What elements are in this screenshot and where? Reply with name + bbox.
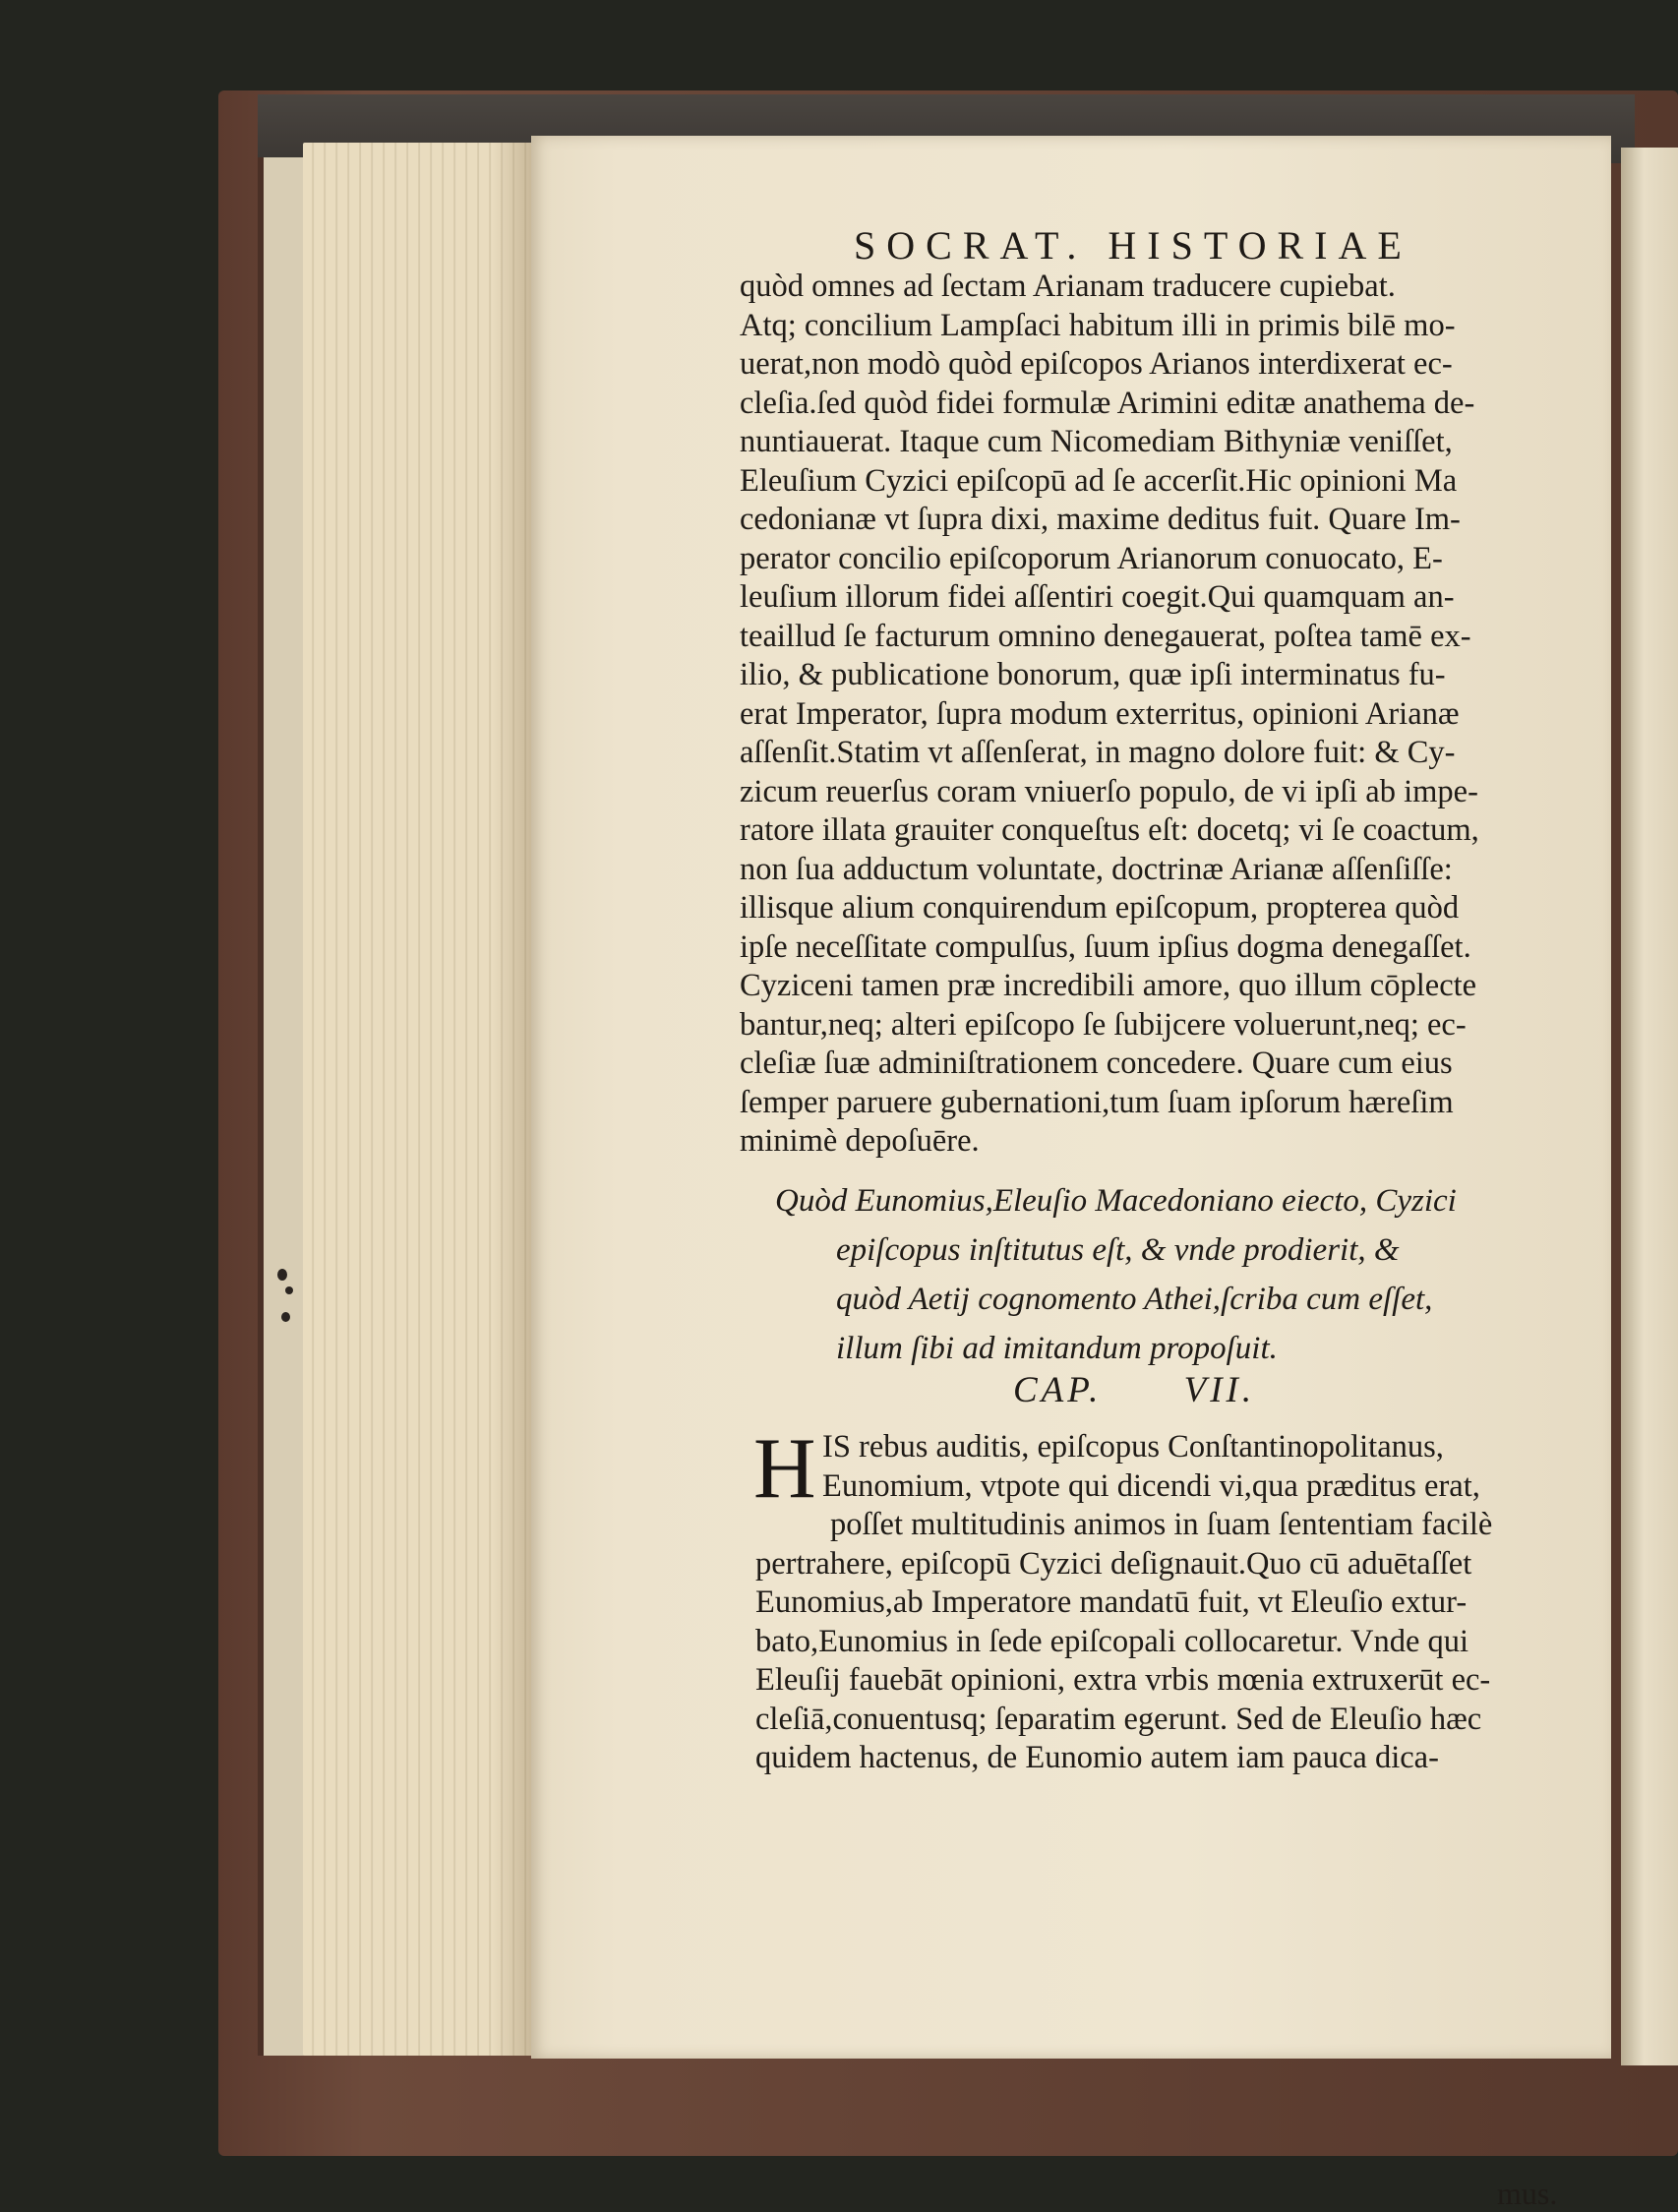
text-line: cleſiā,conuentusq; ſeparatim egerunt. Sed de Eleuſio hæc [755,1701,1482,1737]
drop-cap: H [753,1421,816,1517]
text-line: Eleuſij fauebāt opinioni, extra vrbis mœnia extruxerūt ec- [755,1662,1491,1698]
text-line: illisque alium conquirendum epiſcopum, propterea quòd [740,890,1460,926]
text-line: ratore illata grauiter conqueſtus eſt: docetq; vi ſe coactum, [740,812,1479,848]
chapter-summary-line: illum ſibi ad imitandum propoſuit. [836,1331,1278,1366]
text-line: non ſua adductum voluntate, doctrinæ Arianæ aſſenſiſſe: [740,851,1453,887]
chapter-summary-line: epiſcopus inſtitutus eſt, & vnde prodierit, & [836,1232,1400,1268]
text-line: minimè depoſuēre. [740,1123,980,1159]
text-line: cleſiæ ſuæ adminiſtrationem concedere. Quare cum eius [740,1046,1453,1081]
text-line: Atq; concilium Lampſaci habitum illi in primis bilē mo- [740,307,1456,343]
edge-stain [277,1269,287,1281]
text-line: leuſium illorum fidei aſſentiri coegit.Qui quamquam an- [740,579,1455,615]
chapter-paragraph [753,1421,1564,1778]
text-line: bantur,neq; alteri epiſcopo ſe ſubijcere voluerunt,neq; ec- [740,1006,1467,1043]
text-line: erat Imperator, ſupra modum exterritus, opinioni Arianæ [740,695,1460,732]
text-line: teaillud ſe facturum omnino denegauerat, poſtea tamē ex- [740,618,1471,654]
running-header: SOCRAT. HISTORIAE [854,223,1412,268]
text-line: Eunomium, vtpote qui dicendi vi,qua præditus erat, [822,1467,1480,1504]
chapter-heading [1013,1369,1407,1411]
text-line: cedonianæ vt ſupra dixi, maxime deditus fuit. Quare Im- [740,502,1461,537]
edge-stain [281,1312,290,1322]
text-line: Cyziceni tamen præ incredibili amore, quo illum cōplecte [740,968,1477,1003]
text-line: cleſia.ſed quòd fidei formulæ Arimini editæ anathema de- [740,385,1475,421]
chapter-number: VII. [1183,1370,1256,1410]
text-line: poſſet multitudinis animos in ſuam ſententiam facilè [830,1507,1493,1542]
edge-stain [285,1286,293,1294]
text-line: aſſenſit.Statim vt aſſenſerat, in magno dolore fuit: & Cy- [740,735,1456,770]
text-line: quòd omnes ad ſectam Arianam traducere cupiebat. [740,269,1396,304]
chapter-label: CAP. [1013,1370,1103,1410]
chapter-summary-line: quòd Aetij cognomento Athei,ſcriba cum eſſet, [836,1282,1433,1317]
chapter-summary-line: Quòd Eunomius,Eleuſio Macedoniano eiecto, Cyzici [775,1183,1457,1219]
text-line: zicum reuerſus coram vniuerſo populo, de vi ipſi ab impe- [740,773,1478,809]
text-line: nuntiauerat. Itaque cum Nicomediam Bithyniæ veniſſet, [740,424,1453,459]
text-line: perator concilio epiſcoporum Arianorum conuocato, E- [740,540,1443,576]
text-line: bato,Eunomius in ſede epiſcopali collocaretur. Vnde qui [755,1623,1469,1659]
text-line: ſemper paruere gubernationi,tum ſuam ipſorum hæreſim [740,1084,1454,1120]
facing-page-edge [1621,148,1678,2065]
text-line: quidem hactenus, de Eunomio autem iam pauca dica- [755,1740,1439,1775]
body-paragraph [740,268,1564,1162]
text-line: IS rebus auditis, epiſcopus Conſtantinopolitanus, [822,1429,1444,1465]
text-line: uerat,non modò quòd epiſcopos Arianos interdixerat ec- [740,346,1453,382]
catchword: mus. [1497,2176,1558,2211]
text-line: Eunomius,ab Imperatore mandatū fuit, vt Eleuſio extur- [755,1584,1468,1620]
text-line: ipſe neceſſitate compulſus, ſuum ipſius dogma denegaſſet. [740,928,1471,965]
text-line: ilio, & publicatione bonorum, quæ ipſi interminatus fu- [740,657,1446,692]
chapter-summary [775,1176,1562,1373]
text-line: Eleuſium Cyzici epiſcopū ad ſe accerſit.Hic opinioni Ma [740,462,1458,499]
text-line: pertrahere, epiſcopū Cyzici deſignauit.Quo cū aduētaſſet [755,1545,1472,1582]
